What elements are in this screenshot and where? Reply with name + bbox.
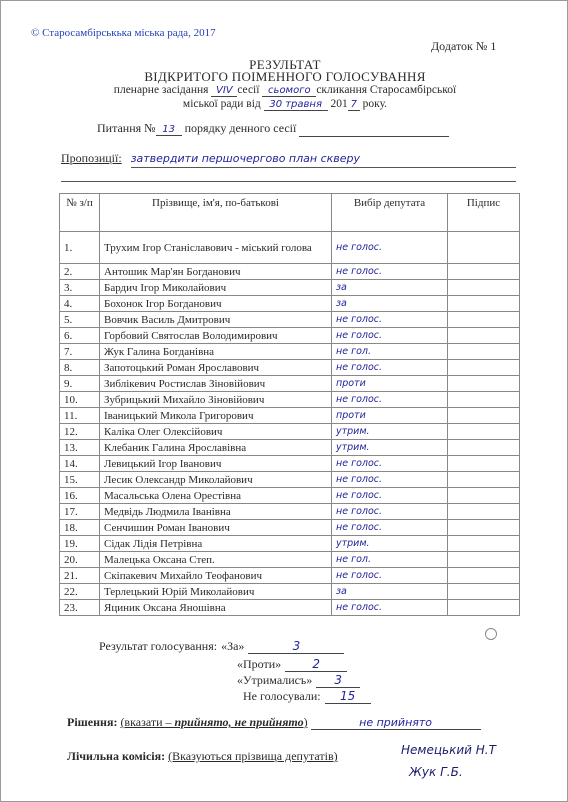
row-number: 9. [60, 376, 100, 392]
question-prefix: Питання № [97, 121, 156, 135]
commission-line [67, 749, 338, 764]
row-vote: проти [332, 408, 448, 424]
decision-hint-open: (вказати – [120, 715, 175, 729]
table-row [60, 280, 520, 296]
row-vote: за [332, 584, 448, 600]
row-signature [448, 344, 520, 360]
row-vote: не голос. [332, 472, 448, 488]
row-number: 7. [60, 344, 100, 360]
row-number: 19. [60, 536, 100, 552]
table-row [60, 232, 520, 264]
row-name: Яциник Оксана Яношівна [100, 600, 332, 616]
row-signature [448, 264, 520, 280]
row-number: 2. [60, 264, 100, 280]
table-row [60, 328, 520, 344]
signature-2: Жук Г.Б. [409, 765, 463, 779]
row-signature [448, 456, 520, 472]
table-row [60, 344, 520, 360]
ne-golosuvaly-label: Не голосували: [243, 689, 321, 703]
row-signature [448, 376, 520, 392]
row-signature [448, 296, 520, 312]
header-number: № з/п [60, 194, 100, 232]
header-signature: Підпис [448, 194, 520, 232]
row-number: 3. [60, 280, 100, 296]
table-row [60, 376, 520, 392]
row-signature [448, 360, 520, 376]
row-name: Каліка Олег Олексійович [100, 424, 332, 440]
header-vote: Вибір депутата [332, 194, 448, 232]
table-row [60, 408, 520, 424]
row-vote: не гол. [332, 344, 448, 360]
row-vote: не голос. [332, 520, 448, 536]
proposal-underline-2 [61, 181, 516, 182]
table-row [60, 504, 520, 520]
table-row [60, 456, 520, 472]
table-row [60, 520, 520, 536]
row-signature [448, 424, 520, 440]
document-subtitle: ВІДКРИТОГО ПОІМЕННОГО ГОЛОСУВАННЯ [144, 69, 426, 84]
question-line [97, 121, 449, 137]
row-number: 13. [60, 440, 100, 456]
row-vote: утрим. [332, 440, 448, 456]
date-year-handwritten: 7 [348, 99, 360, 111]
proposal-label: Пропозиції: [61, 151, 122, 165]
za-label: «За» [221, 639, 245, 653]
signature-1: Немецький Н.Т [401, 743, 496, 757]
row-signature [448, 440, 520, 456]
convocation-suffix: скликання Старосамбірської [316, 84, 457, 96]
row-number: 16. [60, 488, 100, 504]
votes-table [59, 193, 520, 616]
row-signature [448, 280, 520, 296]
table-row [60, 568, 520, 584]
question-number-handwritten: 13 [156, 124, 182, 136]
row-signature [448, 584, 520, 600]
row-name: Зубрицький Михайло Зіновійович [100, 392, 332, 408]
row-vote: проти [332, 376, 448, 392]
row-vote: утрим. [332, 536, 448, 552]
ne-golosuvaly-value: 15 [325, 689, 371, 704]
row-name: Запотоцький Роман Ярославович [100, 360, 332, 376]
document-title: РЕЗУЛЬТАТ [249, 57, 321, 72]
row-signature [448, 520, 520, 536]
row-vote: не голос. [332, 568, 448, 584]
proposal-handwritten: затвердити першочергово план скверу [130, 152, 361, 165]
row-number: 11. [60, 408, 100, 424]
row-number: 12. [60, 424, 100, 440]
table-row [60, 296, 520, 312]
row-vote: не голос. [332, 488, 448, 504]
table-row [60, 536, 520, 552]
decision-hint [120, 715, 307, 729]
row-name: Антошик Мар'ян Богданович [100, 264, 332, 280]
table-row [60, 312, 520, 328]
table-row [60, 264, 520, 280]
row-signature [448, 472, 520, 488]
proty-value: 2 [285, 657, 347, 672]
decision-handwritten: не прийнято [311, 716, 481, 730]
decision-hint-close: ) [303, 715, 308, 729]
utrymalys-label: «Утрималисъ» [237, 673, 313, 687]
session-number-handwritten: VIV [211, 85, 237, 97]
row-number: 10. [60, 392, 100, 408]
row-name: Терлецький Юрій Миколайович [100, 584, 332, 600]
row-name: Зиблікевич Ростислав Зіновійович [100, 376, 332, 392]
row-vote: не голос. [332, 360, 448, 376]
decision-hint-options: прийнято, не прийнято [174, 715, 304, 729]
row-vote: не голос. [332, 232, 448, 264]
row-name: Клебаник Галина Ярославівна [100, 440, 332, 456]
row-vote: не гол. [332, 552, 448, 568]
row-name: Жук Галина Богданівна [100, 344, 332, 360]
row-number: 18. [60, 520, 100, 536]
row-vote: не голос. [332, 600, 448, 616]
decision-line [67, 715, 481, 730]
row-name: Малецька Оксана Степ. [100, 552, 332, 568]
row-signature [448, 328, 520, 344]
row-vote: за [332, 280, 448, 296]
table-row [60, 472, 520, 488]
annex-label: Додаток № 1 [431, 39, 497, 53]
row-number: 1. [60, 232, 100, 264]
utrymalys-value: 3 [316, 673, 360, 688]
row-signature [448, 536, 520, 552]
row-number: 5. [60, 312, 100, 328]
row-number: 15. [60, 472, 100, 488]
results-block [99, 637, 344, 655]
row-number: 23. [60, 600, 100, 616]
copyright-notice: © Старосамбірськька міська рада, 2017 [31, 27, 216, 39]
table-row [60, 584, 520, 600]
row-signature [448, 232, 520, 264]
proty-label: «Проти» [237, 657, 282, 671]
row-name: Масальська Олена Орестівна [100, 488, 332, 504]
table-row [60, 440, 520, 456]
row-name: Вовчик Василь Дмитрович [100, 312, 332, 328]
header-name: Прізвище, ім'я, по-батькові [100, 194, 332, 232]
row-number: 20. [60, 552, 100, 568]
row-number: 4. [60, 296, 100, 312]
row-number: 8. [60, 360, 100, 376]
row-number: 21. [60, 568, 100, 584]
results-title: Результат голосування: [99, 639, 218, 653]
table-row [60, 360, 520, 376]
table-row [60, 600, 520, 616]
row-name: Горбовий Святослав Володимирович [100, 328, 332, 344]
row-name: Іваницький Микола Григорович [100, 408, 332, 424]
row-name: Скіпакевич Михайло Теофанович [100, 568, 332, 584]
row-vote: не голос. [332, 264, 448, 280]
row-signature [448, 312, 520, 328]
row-vote: не голос. [332, 328, 448, 344]
table-row [60, 552, 520, 568]
decision-label: Рішення: [67, 715, 118, 729]
za-value: 3 [248, 639, 344, 654]
row-name: Лесик Олександр Миколайович [100, 472, 332, 488]
table-row [60, 424, 520, 440]
session-line [1, 84, 568, 97]
ne-golosuvaly-row [243, 687, 371, 705]
council-prefix: міської ради від [182, 98, 261, 110]
row-number: 17. [60, 504, 100, 520]
date-day-handwritten: 30 травня [264, 99, 328, 111]
question-blank [299, 121, 449, 137]
row-name: Трухим Ігор Станіславович - міський голова [100, 232, 332, 264]
date-year-prefix: 201 [330, 98, 348, 110]
row-vote: не голос. [332, 392, 448, 408]
proposal-line [61, 151, 360, 166]
row-number: 14. [60, 456, 100, 472]
commission-label: Лічильна комісія: [67, 749, 166, 763]
table-row [60, 392, 520, 408]
row-signature [448, 568, 520, 584]
row-signature [448, 600, 520, 616]
row-name: Медвідь Людмила Іванівна [100, 504, 332, 520]
row-vote: не голос. [332, 504, 448, 520]
row-name: Бардич Ігор Миколайович [100, 280, 332, 296]
votes-table-header [60, 194, 520, 232]
row-signature [448, 488, 520, 504]
row-name: Бохонок Ігор Богданович [100, 296, 332, 312]
convocation-handwritten: сьомого [262, 85, 316, 97]
council-date-line [1, 98, 568, 111]
row-name: Сідак Лідія Петрівна [100, 536, 332, 552]
row-signature [448, 504, 520, 520]
proposal-underline-1 [131, 167, 516, 168]
session-middle: сесії [237, 84, 260, 96]
row-vote: не голос. [332, 456, 448, 472]
table-row [60, 488, 520, 504]
row-signature [448, 552, 520, 568]
row-vote: за [332, 296, 448, 312]
row-signature [448, 392, 520, 408]
question-suffix: порядку денного сесії [184, 121, 297, 135]
row-name: Левицький Ігор Іванович [100, 456, 332, 472]
row-number: 6. [60, 328, 100, 344]
commission-hint: (Вказуються прізвища депутатів) [168, 749, 338, 763]
session-prefix: пленарне засідання [113, 84, 209, 96]
row-number: 22. [60, 584, 100, 600]
row-vote: не голос. [332, 312, 448, 328]
row-vote: утрим. [332, 424, 448, 440]
punch-hole-mark [485, 628, 497, 640]
date-suffix: року. [362, 98, 388, 110]
row-signature [448, 408, 520, 424]
row-name: Сенчишин Роман Іванович [100, 520, 332, 536]
